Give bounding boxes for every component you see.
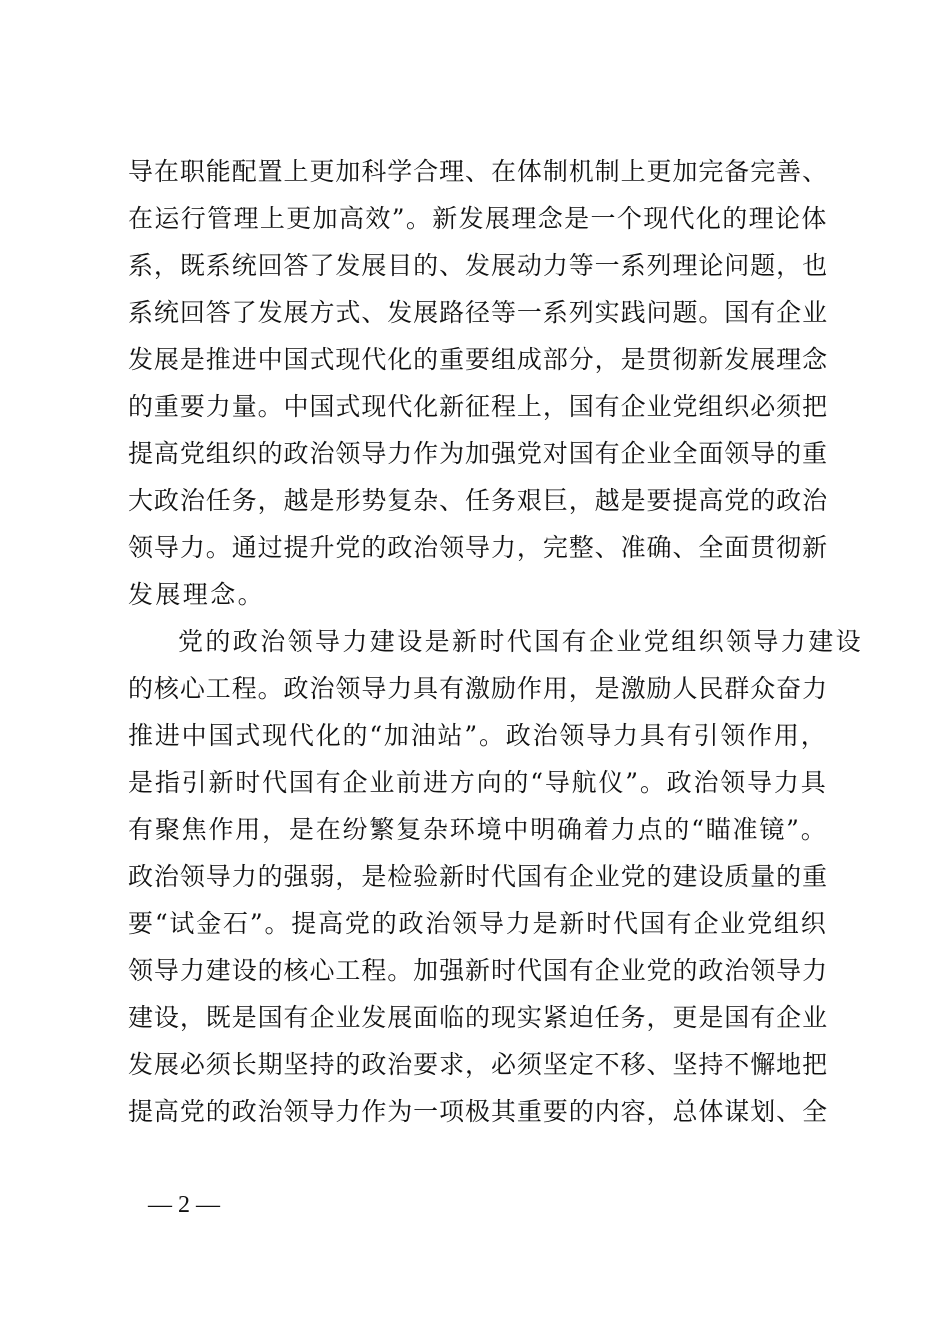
paragraph-2-line: 有聚焦作用，是在纷繁复杂环境中明确着力点的“瞄准镜”。 <box>128 815 828 844</box>
paragraph-1-line: 提高党组织的政治领导力作为加强党对国有企业全面领导的重 <box>128 439 829 468</box>
paragraph-1-line: 在运行管理上更加高效”。新发展理念是一个现代化的理论体 <box>128 204 828 233</box>
paragraph-1-line: 系统回答了发展方式、发展路径等一系列实践问题。国有企业 <box>128 298 829 327</box>
paragraph-2-line: 提高党的政治领导力作为一项极其重要的内容，总体谋划、全 <box>128 1097 829 1126</box>
paragraph-2-line: 要“试金石”。提高党的政治领导力是新时代国有企业党组织 <box>128 909 828 938</box>
paragraph-2-line: 的核心工程。政治领导力具有激励作用，是激励人民群众奋力 <box>128 674 829 703</box>
paragraph-2-line: 政治领导力的强弱，是检验新时代国有企业党的建设质量的重 <box>128 862 829 891</box>
paragraph-1-line: 发展是推进中国式现代化的重要组成部分，是贯彻新发展理念 <box>128 345 829 374</box>
paragraph-2-line: 党的政治领导力建设是新时代国有企业党组织领导力建设 <box>178 627 864 656</box>
paragraph-2-line: 是指引新时代国有企业前进方向的“导航仪”。政治领导力具 <box>128 768 828 797</box>
paragraph-1-line: 发展理念。 <box>128 580 266 609</box>
page-number: — 2 — <box>148 1192 220 1218</box>
paragraph-2-line: 发展必须长期坚持的政治要求，必须坚定不移、坚持不懈地把 <box>128 1050 829 1079</box>
paragraph-2-line: 领导力建设的核心工程。加强新时代国有企业党的政治领导力 <box>128 956 829 985</box>
paragraph-1-line: 的重要力量。中国式现代化新征程上，国有企业党组织必须把 <box>128 392 829 421</box>
paragraph-2-line: 建设，既是国有企业发展面临的现实紧迫任务，更是国有企业 <box>128 1003 829 1032</box>
paragraph-1-line: 领导力。通过提升党的政治领导力，完整、准确、全面贯彻新 <box>128 533 829 562</box>
paragraph-2-line: 推进中国式现代化的“加油站”。政治领导力具有引领作用， <box>128 721 828 750</box>
paragraph-1-line: 大政治任务，越是形势复杂、任务艰巨，越是要提高党的政治 <box>128 486 829 515</box>
paragraph-1-line: 导在职能配置上更加科学合理、在体制机制上更加完备完善、 <box>128 157 829 186</box>
paragraph-1-line: 系，既系统回答了发展目的、发展动力等一系列理论问题，也 <box>128 251 829 280</box>
